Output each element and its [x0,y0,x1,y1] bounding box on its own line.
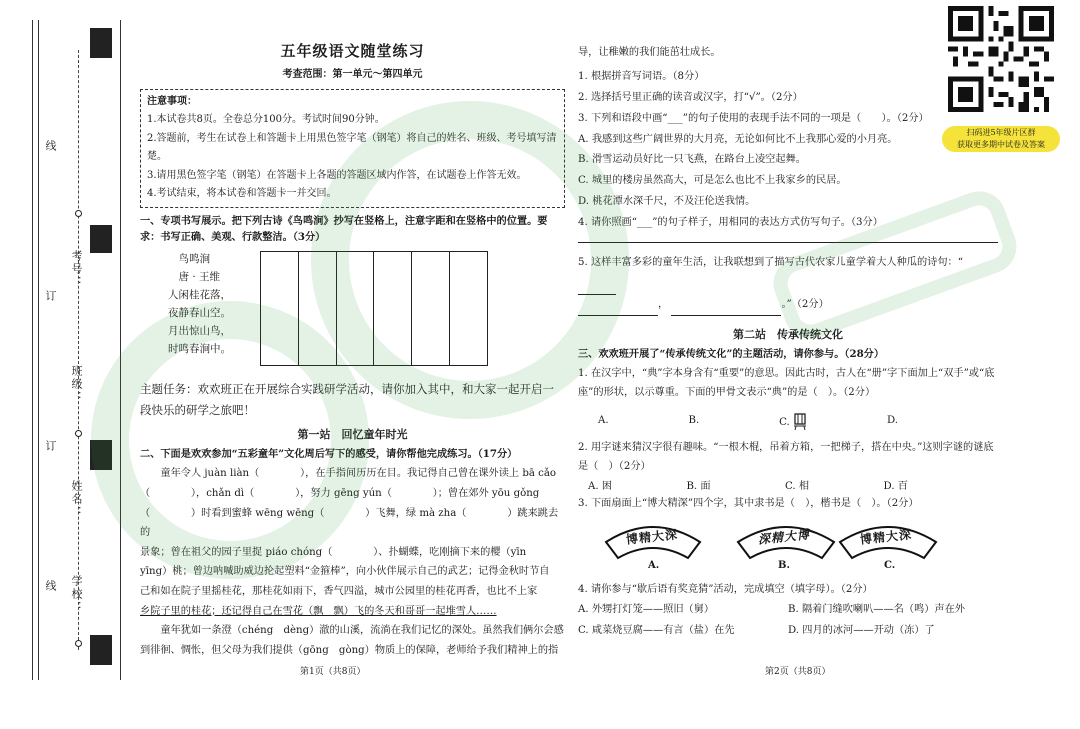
grid-column[interactable] [412,252,450,365]
school-label: 学校： [70,575,83,614]
theme-task: 主题任务：欢欢班正在开展综合实践研学活动，请你加入其中，和大家一起开启一段快乐的研学之旅吧！ [140,382,554,417]
binding-bar [90,225,112,253]
binding-bar [90,28,112,58]
binding-margin [28,20,128,680]
grid-column[interactable] [450,252,487,365]
poem-line: 人闲桂花落， [168,289,231,302]
page-footer-1: 第1页（共8页） [300,667,366,677]
q5-end: 。”（2分） [781,298,829,310]
left-column [140,40,565,660]
passage-line: 童年犹如一条澄（chéng dèng）澈的山溪，流淌在我们记忆的深处。虽然我们俩尔会感 [160,625,564,637]
binding-label: 订 [44,440,57,453]
notice-box [140,89,565,208]
answer-blank[interactable] [578,273,616,294]
option: B. 滑雪运动员好比一只飞燕，在路台上凌空起舞。 [578,154,806,166]
passage-line: 童年令人 juàn liàn（ ），在手指间历历在目。我记得自己曾在课外读上 bā cǎo [160,468,557,480]
q5-prompt: 5. 这样丰富多彩的童年生活，让我联想到了描写古代农家儿童学着大人种瓜的诗句：“ [578,257,963,269]
station-2-heading: 第二站 传承传统文化 [733,328,843,342]
subquestion: 2. 选择括号里正确的读音或汉字，打“√”。（2分） [578,91,803,103]
poem-area [140,251,565,369]
proverb-option: B. 隔着门缝吹喇叭——名（鸣）声在外 [788,604,965,616]
exam-number-label: 考号： [70,250,83,289]
notice-item: 1.本试卷共8页。全卷总分100分。考试时间90分钟。 [147,114,385,126]
option-b[interactable]: B. 面 [686,480,711,492]
name-label: 姓名： [70,480,83,519]
option-b[interactable]: B. [688,414,700,426]
page-title: 五年级语文随堂练习 [280,42,425,60]
notice-header: 注意事项： [147,95,197,107]
option-d[interactable]: D. 百 [883,480,908,492]
passage-line: （ ）时看到蜜蜂 wēng wēng（ ）飞舞，绿 mà zha（ ）跳来跳去的 [140,507,559,539]
passage-line: 乡院子里的桂花；还记得自己在雪花（飘 飘）飞的冬天和哥哥一起堆雪人…… [140,605,497,617]
passage-line: 景象；曾在祖父的园子里捉 piáo chóng（ ）、扑蝴蝶，吃刚摘下来的樱（yīn [140,546,527,558]
grid-column[interactable] [337,252,375,365]
passage-line: 己和如在院子里摇桂花，那桂花如雨下，香气四溢，城市公园里的桂花再香，也比不上家 [140,585,538,597]
q3-4: 4. 请你参与“歇后语有奖竞猜”活动，完成填空（填字母）。（2分） [578,584,873,596]
binding-label: 订 [44,290,57,303]
binding-bar [90,635,112,665]
cut-line [78,50,79,650]
q3-1: 1. 在汉字中，“典”字本身含有“重要”的意思。因此古时，古人在“册”字下面加上“双手”或“底座”的形状，以示尊重。下面的甲骨文表示“典”的是（ ）。（2分） [578,368,995,399]
q5-sep: ， [658,298,669,310]
option: A. 我感到这些广阔世界的大月亮，无论如何比不上我那心爱的小月亮。 [578,133,898,145]
grid-column[interactable] [374,252,412,365]
answer-line[interactable] [578,242,998,243]
question-3: 三、欢欢班开展了“传承传统文化”的主题活动，请你参与。（28分） [578,348,885,361]
passage [140,464,565,660]
option-a[interactable]: A. 困 [588,480,613,492]
poem-title: 鸟鸣涧 [178,253,210,266]
proverb-option: D. 四月的冰河——开动（冻）了 [788,624,935,636]
proverb-option: C. 咸菜烧豆腐——有言（盐）在先 [578,624,735,636]
option-c[interactable]: C. 相 [785,480,810,492]
grid-column[interactable] [299,252,337,365]
q3-3: 3. 下面扇面上“博大精深”四个字，其中隶书是（ ），楷书是（ ）。（2分） [578,498,919,510]
binding-label: 线 [44,580,57,593]
binding-line [32,20,33,680]
binding-bar [90,440,112,470]
proverb-option: A. 外甥打灯笼——照旧（舅） [578,604,715,616]
q3-2-options [588,479,908,495]
poem-line: 时鸣春涧中。 [168,342,231,355]
option: C. 城里的楼房虽然高大，可是怎么也比不上我家乡的民居。 [578,175,847,187]
notice-item: 2.答题前，考生在试卷上和答题卡上用黑色签字笔（钢笔）将自己的姓名、班级、考号填写清楚。 [147,132,557,163]
option-c[interactable]: C. [779,413,807,431]
exam-scope: 考查范围：第一单元～第四单元 [282,69,423,81]
fan-text: 博精大深 [859,527,913,547]
poem-line: 夜静春山空。 [168,306,231,319]
q3-4-options [578,600,998,642]
subquestion: 3. 下列和语段中画“___”的句子使用的表现手法不同的一项是（ ）。（2分） [578,112,929,124]
oracle-glyph-icon [793,413,807,431]
grid-column[interactable] [261,252,299,365]
fan-label-c: C. [884,560,896,572]
passage-line: yīng）桃；曾边呐喊助威边抡起塑料“金箍棒”，向小伙伴展示自己的武艺；记得金秋时节自 [140,566,550,578]
binding-line [120,20,121,680]
binding-line [38,20,39,680]
promo-badge[interactable] [942,126,1060,152]
fan-text: 博精大深 [625,527,679,547]
subquestion: 4. 请你照画“___”的句子样子，用相同的表达方式仿写句子。（3分） [578,217,883,229]
passage-line: （ ），chǎn dì（ ），努力 gēng yún（ ）；曾在郊外 yōu gǒng [140,488,540,500]
fan-label-a: A. [648,560,660,572]
poem-author: 唐 · 王维 [178,271,221,284]
page-footer-2: 第2页（共8页） [765,667,831,677]
q3-2: 2. 用字谜来猜汉字很有趣味。“一根木棍，吊着方箱，一把梯子，搭在中央。”这则字谜的谜底是（ ）（2分） [578,441,994,472]
promo-line-2: 获取更多期中试卷及答案 [957,140,1045,149]
question-2: 二、下面是欢欢参加“五彩童年”文化周后写下的感受，请你帮他完成练习。（17分） [140,447,518,460]
option: D. 桃花潭水深千尺，不及汪伦送我情。 [578,196,756,208]
fan-images [578,516,998,578]
passage-line: 到徘徊、惆怅，但父母为我们提供（gōng gòng）物质上的保障，老师给予我们精神上的指 [140,644,559,656]
question-1: 一、专项书写展示。把下列古诗《鸟鸣涧》抄写在竖格上，注意字距和在竖格中的位置。要求：书写正确、美观、行款整洁。（3分） [140,214,548,243]
q3-1-options [598,413,898,431]
option-a[interactable]: A. [598,414,609,426]
binding-label: 线 [44,140,57,153]
notice-item: 4.考试结束，将本试卷和答题卡一并交回。 [147,188,337,200]
answer-blank[interactable] [671,295,781,316]
qr-code-icon[interactable] [948,6,1054,112]
notice-item: 3.请用黑色签字笔（钢笔）在答题卡上各题的答题区域内作答，在试题卷上作答无效。 [147,169,527,181]
option-d[interactable]: D. [886,414,898,426]
continuation: 导，让稚嫩的我们能茁壮成长。 [578,47,721,58]
answer-blank[interactable] [578,295,658,316]
fan-text: 深精大博 [757,527,811,547]
right-column [578,45,998,642]
binding-hole [75,430,82,437]
writing-grid[interactable] [260,251,488,366]
poem [168,251,231,358]
station-1-heading: 第一站 回忆童年时光 [297,427,408,441]
class-label: 班级： [70,365,83,404]
binding-hole [75,640,82,647]
promo-line-1: 扫码进5年级片区群 [966,128,1036,137]
subquestion: 1. 根据拼音写词语。（8分） [578,70,705,82]
fan-label-b: B. [778,560,790,572]
poem-line: 月出惊山鸟， [168,324,231,337]
binding-hole [75,210,82,217]
